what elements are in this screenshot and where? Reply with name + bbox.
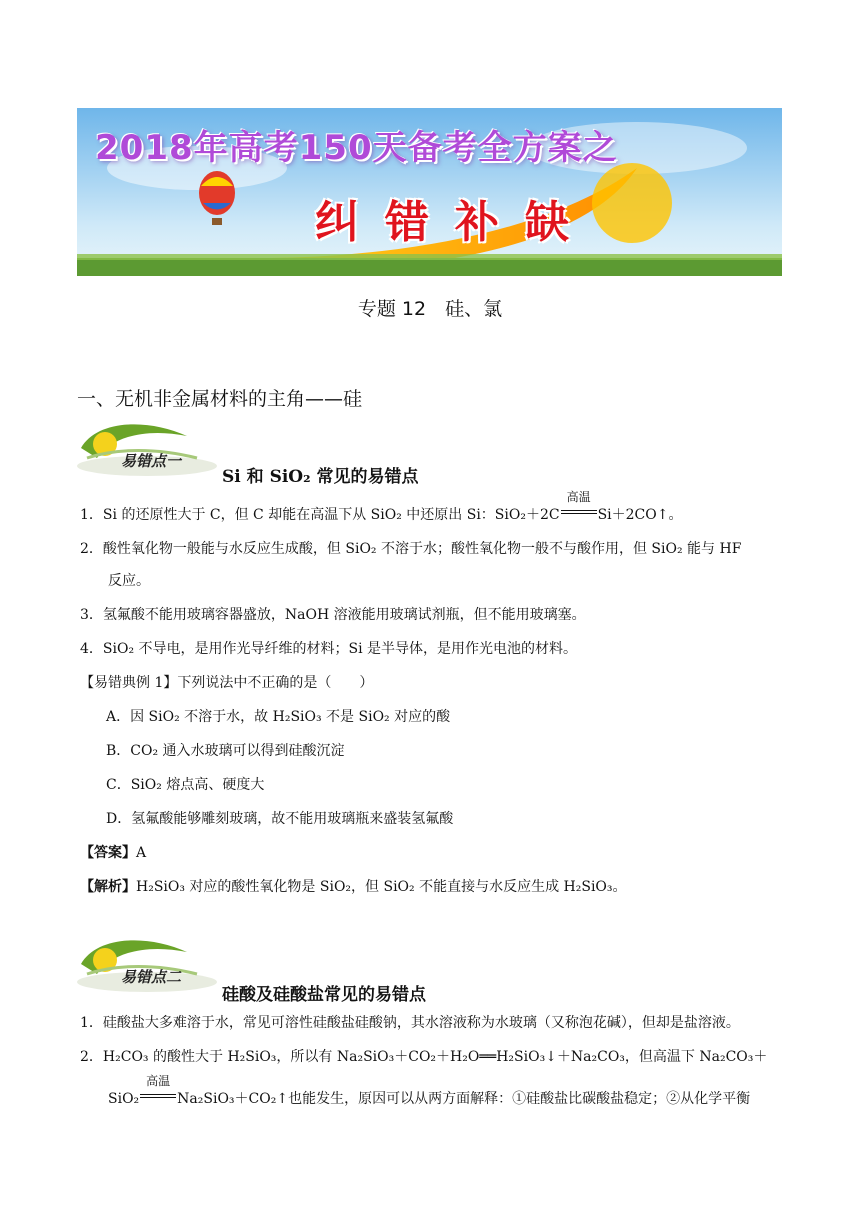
banner-title: 2018年高考150天备考全方案之 xyxy=(95,128,618,168)
badge-title-1: Si 和 SiO₂ 常见的易错点 xyxy=(222,467,419,487)
example-question: 【易错典例 1】下列说法中不正确的是（ ） xyxy=(80,675,374,691)
reaction-condition: 高温 xyxy=(561,505,597,519)
list-item: 4．SiO₂ 不导电，是用作光导纤维的材料；Si 是半导体，是用作光电池的材料。 xyxy=(80,641,578,657)
badge-label: 易错点二 xyxy=(121,968,182,986)
banner-subtitle: 纠错补缺 xyxy=(315,197,595,248)
badge-label: 易错点一 xyxy=(121,452,182,470)
list-item: 1．Si 的还原性大于 C，但 C 却能在高温下从 SiO₂ 中还原出 Si：SiO₂＋2C 高温 Si＋2CO↑。 xyxy=(80,490,683,523)
list-item: 1．硅酸盐大多难溶于水，常见可溶性硅酸盐硅酸钠，其水溶液称为水玻璃（又称泡花碱），但却是盐溶液。 xyxy=(80,1015,740,1031)
reaction-condition: 高温 xyxy=(140,1089,176,1103)
list-item: 3．氢氟酸不能用玻璃容器盛放，NaOH 溶液能用玻璃试剂瓶，但不能用玻璃塞。 xyxy=(80,607,586,623)
answer: 【答案】A xyxy=(80,845,147,861)
section-heading: 一、无机非金属材料的主角——硅 xyxy=(77,388,363,410)
option-d: D．氢氟酸能够雕刻玻璃，故不能用玻璃瓶来盛装氢氟酸 xyxy=(106,811,454,827)
error-point-badge-1 xyxy=(77,418,217,476)
header-banner xyxy=(77,108,782,276)
analysis: 【解析】H₂SiO₃ 对应的酸性氧化物是 SiO₂，但 SiO₂ 不能直接与水反应生成 H₂SiO₃。 xyxy=(80,879,627,895)
option-a: A．因 SiO₂ 不溶于水，故 H₂SiO₃ 不是 SiO₂ 对应的酸 xyxy=(106,709,451,725)
badge-title-2: 硅酸及硅酸盐常见的易错点 xyxy=(222,985,426,1005)
error-point-badge-2 xyxy=(77,934,217,992)
list-item: 2．酸性氧化物一般能与水反应生成酸，但 SiO₂ 不溶于水；酸性氧化物一般不与酸作用，但 SiO₂ 能与 HF xyxy=(80,541,742,557)
list-item-continuation: SiO₂ 高温 Na₂SiO₃＋CO₂↑也能发生，原因可以从两方面解释：①硅酸盐比碳酸盐稳定；②从化学平衡 xyxy=(108,1074,751,1107)
option-b: B．CO₂ 通入水玻璃可以得到硅酸沉淀 xyxy=(106,743,345,759)
document-title: 专题 12 硅、氯 xyxy=(357,298,503,320)
list-item-continuation: 反应。 xyxy=(108,573,150,589)
list-item: 2．H₂CO₃ 的酸性大于 H₂SiO₃，所以有 Na₂SiO₃＋CO₂＋H₂O══H₂SiO₃↓＋Na₂CO₃，但高温下 Na₂CO₃＋ xyxy=(80,1049,768,1065)
option-c: C．SiO₂ 熔点高、硬度大 xyxy=(106,777,265,793)
